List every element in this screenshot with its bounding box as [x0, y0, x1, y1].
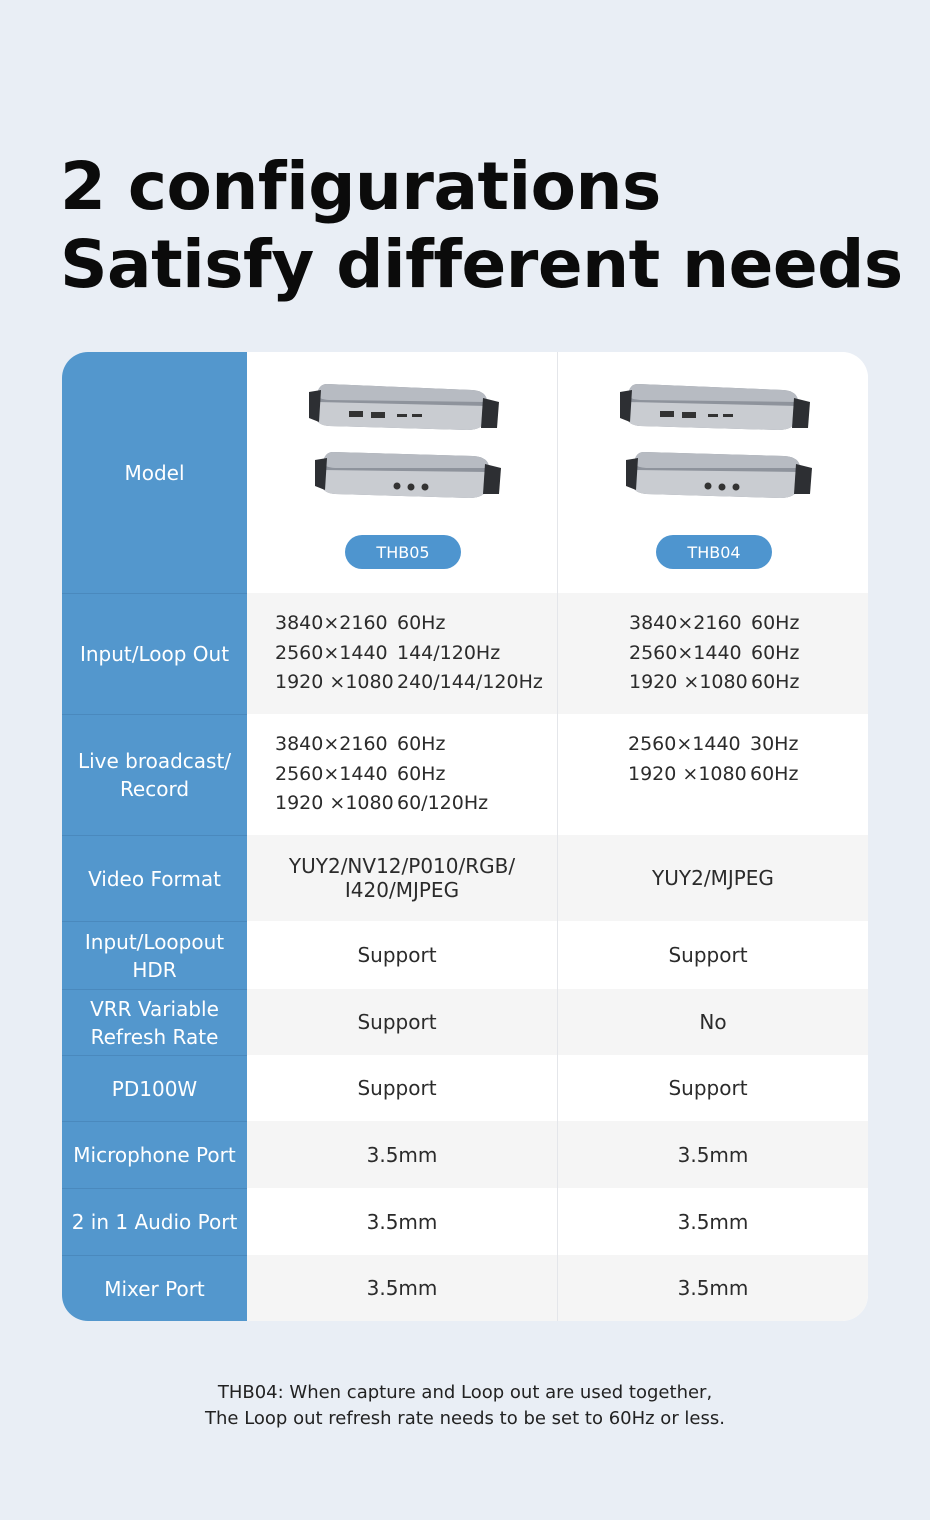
headline-line-1: 2 configurations	[60, 148, 661, 225]
thb04-vrr: No	[699, 1010, 727, 1034]
thb04-audio: 3.5mm	[677, 1209, 749, 1234]
thb04-live-broadcast	[628, 730, 798, 789]
thb04-mixer: 3.5mm	[677, 1276, 749, 1300]
label-mic: Microphone Port	[62, 1121, 247, 1188]
list-item: 2560×1440 144/120Hz	[275, 641, 501, 664]
thb05-mixer: 3.5mm	[366, 1276, 438, 1300]
model-badge-thb05: THB05	[345, 535, 461, 569]
label-input-loop-out: Input/Loop Out	[62, 593, 247, 714]
footnote-line-1: THB04: When capture and Loop out are used together,	[217, 1382, 713, 1403]
list-item: 1920 ×1080 60Hz	[629, 671, 800, 693]
list-item: 2560×1440 30Hz	[628, 733, 799, 755]
thb04-mic: 3.5mm	[677, 1142, 749, 1167]
comparison-table	[62, 352, 868, 1321]
footnote-line-2: The Loop out refresh rate needs to be set to 60Hz or less.	[205, 1408, 725, 1429]
label-mixer: Mixer Port	[62, 1255, 247, 1321]
label-pd: PD100W	[62, 1055, 247, 1121]
label-audio: 2 in 1 Audio Port	[62, 1188, 247, 1255]
list-item: 2560×1440 60Hz	[275, 762, 446, 785]
headline	[60, 148, 903, 304]
label-vrr: VRR Variable Refresh Rate	[62, 989, 247, 1055]
thb05-vrr: Support	[357, 1010, 437, 1034]
label-model: Model	[124, 460, 185, 485]
list-item: 3840×2160 60Hz	[629, 612, 800, 634]
list-item: 3840×2160 60Hz	[275, 733, 446, 755]
thb05-hdr: Support	[357, 943, 437, 967]
list-item: 1920 ×1080 60/120Hz	[275, 792, 489, 814]
label-column	[62, 352, 247, 1321]
model-badge-thb04: THB04	[656, 535, 772, 569]
thb05-live-broadcast	[275, 730, 488, 819]
label-live-broadcast: Live broadcast/ Record	[62, 714, 247, 835]
thb04-input-loop-out	[629, 609, 799, 698]
list-item: 1920 ×1080 240/144/120Hz	[275, 671, 543, 693]
thb04-video-format: YUY2/MJPEG	[652, 866, 774, 890]
capture-device-top-image	[307, 372, 507, 517]
thb04-pd: Support	[668, 1076, 748, 1100]
thb05-pd: Support	[357, 1076, 437, 1100]
thb04-hdr: Support	[668, 943, 748, 967]
footnote	[0, 1380, 930, 1432]
list-item: 3840×2160 60Hz	[275, 612, 446, 634]
label-video-format: Video Format	[62, 835, 247, 921]
thb05-video-format: YUY2/NV12/P010/RGB/ I420/MJPEG	[288, 854, 516, 902]
headline-line-2: Satisfy different needs	[60, 226, 903, 303]
list-item: 2560×1440 60Hz	[629, 641, 800, 664]
list-item: 1920 ×1080 60Hz	[628, 762, 799, 785]
thb05-audio: 3.5mm	[366, 1209, 438, 1234]
thb05-input-loop-out	[275, 609, 543, 698]
thb05-mic: 3.5mm	[366, 1142, 438, 1167]
label-hdr: Input/Loopout HDR	[62, 921, 247, 989]
capture-device-bottom-image	[618, 372, 818, 517]
